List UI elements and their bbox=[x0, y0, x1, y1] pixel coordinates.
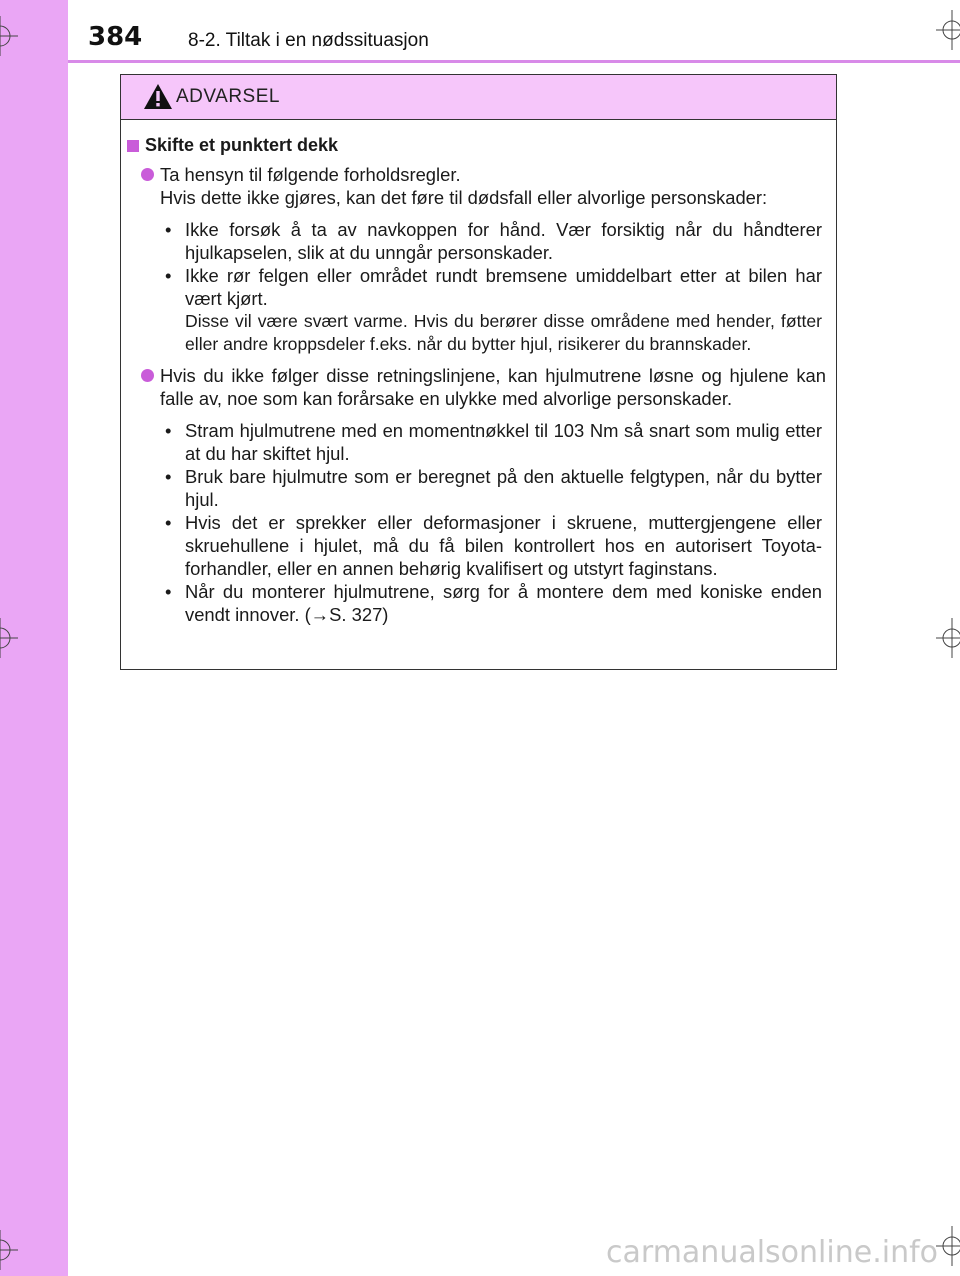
point-line: Ta hensyn til følgende forholdsregler. bbox=[160, 164, 461, 185]
list-item-text: Bruk bare hjulmutre som er beregnet på den aktuelle felgtypen, når du bytter hjul. bbox=[185, 466, 822, 510]
header-rule bbox=[68, 60, 960, 63]
page-number: 384 bbox=[88, 22, 143, 52]
warning-label: ADVARSEL bbox=[176, 86, 280, 107]
heading-text: Skifte et punktert dekk bbox=[145, 135, 339, 155]
bullet-mark: • bbox=[165, 219, 172, 240]
section-title: 8-2. Tiltak i en nødssituasjon bbox=[188, 30, 429, 51]
list-item-note: Disse vil være svært varme. Hvis du berører disse områdene med hender, føtter eller andre kroppsdeler f.eks. når du bytter hjul, risikerer du brannskader. bbox=[185, 311, 822, 354]
crop-mark-mid-right bbox=[932, 618, 960, 658]
sub-list bbox=[127, 419, 826, 626]
list-item bbox=[165, 465, 822, 511]
crop-mark-bottom-left bbox=[0, 1230, 24, 1270]
circle-bullet-icon bbox=[141, 168, 154, 181]
watermark: carmanualsonline.info bbox=[606, 1235, 938, 1270]
warning-point bbox=[127, 364, 826, 410]
warning-body bbox=[121, 120, 836, 626]
bullet-mark: • bbox=[165, 466, 172, 487]
sub-list bbox=[127, 218, 826, 356]
list-item-text: Ikke forsøk å ta av navkoppen for hånd. Vær forsiktig når du håndterer hjulkapselen, slik at du unngår personskader. bbox=[185, 219, 822, 263]
square-bullet-icon bbox=[127, 140, 139, 152]
warning-triangle-icon bbox=[143, 83, 173, 110]
list-item-text bbox=[185, 264, 822, 356]
crop-mark-top-right bbox=[932, 10, 960, 50]
list-item bbox=[165, 264, 822, 356]
crop-mark-top-left bbox=[0, 16, 24, 56]
bullet-mark: • bbox=[165, 420, 172, 441]
warning-header bbox=[121, 75, 836, 120]
list-item bbox=[165, 419, 822, 465]
point-text bbox=[160, 163, 826, 209]
list-item-text: Når du monterer hjulmutrene, sørg for å montere dem med koniske enden vendt innover. (→S. 327) bbox=[185, 581, 822, 625]
list-item-main: Ikke rør felgen eller området rundt bremsene umiddelbart etter at bilen har vært kjørt. bbox=[185, 265, 822, 309]
warning-point bbox=[127, 163, 826, 209]
point-text: Hvis du ikke følger disse retningslinjene, kan hjulmutrene løsne og hjulene kan falle av, noe som kan forårsake en ulykke med alvorlige personskader. bbox=[160, 365, 826, 409]
list-item-text: Stram hjulmutrene med en momentnøkkel til 103 Nm så snart som mulig etter at du har skiftet hjul. bbox=[185, 420, 822, 464]
section-heading bbox=[127, 134, 826, 157]
list-item bbox=[165, 511, 822, 580]
bullet-mark: • bbox=[165, 581, 172, 602]
circle-bullet-icon bbox=[141, 369, 154, 382]
point-line: Hvis dette ikke gjøres, kan det føre til dødsfall eller alvorlige personskader: bbox=[160, 187, 768, 208]
list-item bbox=[165, 218, 822, 264]
list-item-text: Hvis det er sprekker eller deformasjoner i skruene, muttergjengene eller skruehullene i hjulet, må du få bilen kontrollert hos en autorisert Toyota-forhandler, eller en annen behørig kvalifisert og utstyrt faginstans. bbox=[185, 512, 822, 579]
bullet-mark: • bbox=[165, 265, 172, 286]
bullet-mark: • bbox=[165, 512, 172, 533]
crop-mark-mid-left bbox=[0, 618, 24, 658]
list-item bbox=[165, 580, 822, 626]
warning-box bbox=[120, 74, 837, 670]
